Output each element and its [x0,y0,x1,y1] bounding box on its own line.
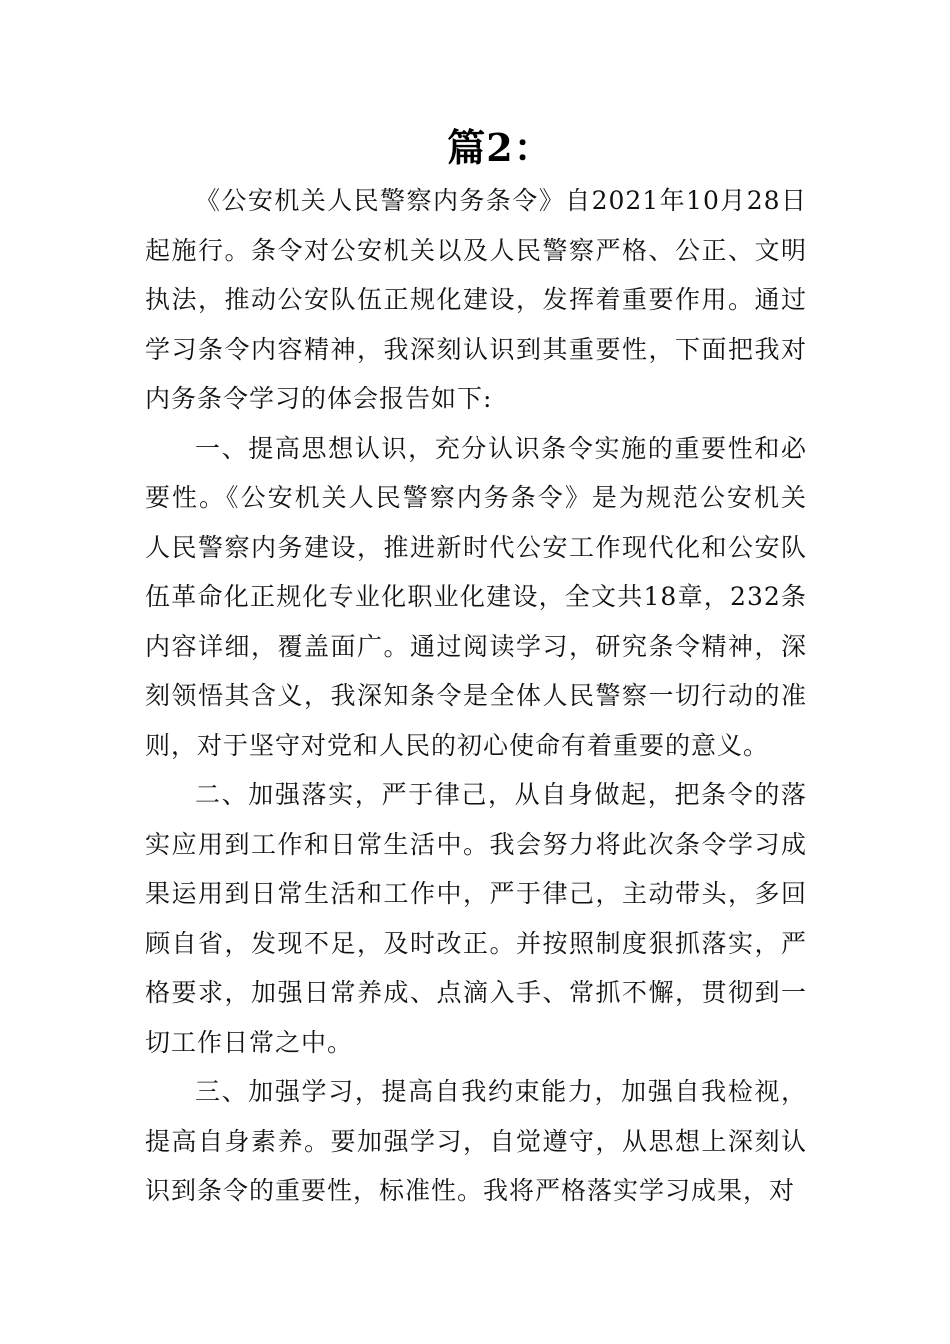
paragraph-intro: 《公安机关人民警察内务条令》自2021年10月28日起施行。条令对公安机关以及人民警察严格、公正、文明执法，推动公安队伍正规化建设，发挥着重要作用。通过学习条令内容精神，我深刻认识到其重要性，下面把我对内务条令学习的体会报告如下: [145,186,807,413]
document-title: 篇2： [447,125,553,170]
paragraph-section-2: 二、加强落实，严于律己，从自身做起，把条令的落实应用到工作和日常生活中。我会努力将此次条令学习成果运用到日常生活和工作中，严于律己，主动带头，多回顾自省，发现不足，及时改正。并按照制度狠抓落实，严格要求，加强日常养成、点滴入手、常抓不懈，贯彻到一切工作日常之中。 [145,780,807,1057]
paragraph-section-1: 一、提高思想认识，充分认识条令实施的重要性和必要性。《公安机关人民警察内务条令》是为规范公安机关人民警察内务建设，推进新时代公安工作现代化和公安队伍革命化正规化专业化职业化建设，全文共18章，232条内容详细，覆盖面广。通过阅读学习，研究条令精神，深刻领悟其含义，我深知条令是全体人民警察一切行动的准则，对于坚守对党和人民的初心使命有着重要的意义。 [145,433,807,760]
document-body [145,176,807,1216]
paragraph-section-3: 三、加强学习，提高自我约束能力，加强自我检视，提高自身素养。要加强学习，自觉遵守，从思想上深刻认识到条令的重要性，标准性。我将严格落实学习成果，对 [145,1077,807,1205]
